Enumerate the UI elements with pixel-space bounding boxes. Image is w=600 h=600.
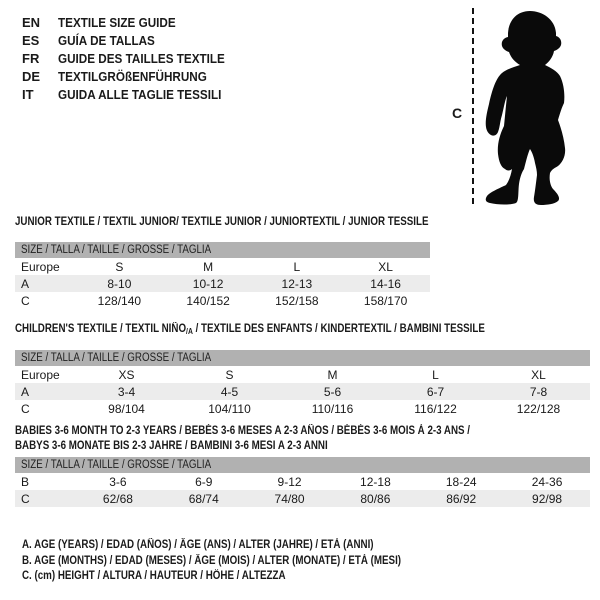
size-cell: L [293,259,301,274]
row-label: A [21,276,30,291]
size-cell: 7-8 [529,384,548,399]
junior-table-title: JUNIOR TEXTILE / TEXTIL JUNIOR/ TEXTILE JUNIOR / JUNIORTEXTIL / JUNIOR TESSILE [15,216,429,228]
size-cell: 122/128 [516,401,561,416]
language-code: ES [22,32,40,48]
table-row [15,292,430,309]
size-cell: 152/158 [275,293,319,308]
guide-title: GUIDE DES TAILLES TEXTILE [58,50,225,66]
children-table-title: CHILDREN'S TEXTILE / TEXTIL NIÑO/A / TEXTILE DES ENFANTS / KINDERTEXTIL / BAMBINI TESSILE [15,323,485,336]
row-label: B [21,474,30,489]
size-cell: 80/86 [360,491,391,506]
size-cell: XL [531,367,546,382]
height-measure-dashed-line [472,8,474,204]
gender-subscript: /A [186,327,193,336]
guide-title: GUIDA ALLE TAGLIE TESSILI [58,86,222,102]
size-cell: 128/140 [97,293,142,308]
children-size-table [15,323,590,417]
table-row [15,400,590,417]
guide-title: TEXTILE SIZE GUIDE [58,14,176,30]
size-cell: 4-5 [220,384,239,399]
size-cell: S [225,367,234,382]
babies-table-title-line2: BABYS 3-6 MONATE BIS 2-3 JAHRE / BAMBINI 3-6 MESI A 2-3 ANNI [15,440,328,452]
size-cell: 5-6 [323,384,342,399]
language-code: DE [22,68,41,84]
guide-title: TEXTILGRÖßENFÜHRUNG [58,68,207,84]
junior-size-table [15,216,430,309]
size-header-bar: SIZE / TALLA / TAILLE / GRÖSSE / TAGLIA [15,242,430,258]
row-label: A [21,384,30,399]
size-cell: 14-16 [370,276,401,291]
row-label: Europe [21,367,60,382]
note-height-cm: C. (cm) HEIGHT / ALTURA / HAUTEUR / HÖHE / ALTEZZA [22,570,286,582]
babies-size-table [15,424,590,507]
note-age-months: B. AGE (MONTHS) / EDAD (MESES) / ÂGE (MOIS) / ALTER (MONATE) / ETÀ (MESI) [22,554,402,567]
table-row [15,383,590,400]
language-row [22,31,243,49]
size-cell: 24-36 [531,474,563,489]
language-code: FR [22,50,40,66]
guide-title: GUÍA DE TALLAS [58,32,155,48]
size-cell: 74/80 [274,491,305,506]
size-cell: 110/116 [311,401,354,416]
language-row [22,13,243,31]
size-cell: 6-9 [195,474,213,489]
size-cell: L [432,367,439,382]
language-code: IT [22,86,34,102]
size-cell: M [203,259,214,274]
size-cell: 12-13 [281,276,313,291]
table-row [15,366,590,383]
size-cell: 98/104 [108,401,145,416]
size-cell: 8-10 [107,276,132,291]
row-label: C [21,401,30,416]
size-cell: 158/170 [363,293,408,308]
size-cell: XL [378,259,393,274]
size-cell: 18-24 [445,474,477,489]
size-header-bar: SIZE / TALLA / TAILLE / GRÖSSE / TAGLIA [15,350,590,366]
note-age-years: A. AGE (YEARS) / EDAD (AÑOS) / ÂGE (ANS) / ALTER (JAHRE) / ETÀ (ANNI) [22,539,374,551]
size-cell: 116/122 [414,401,457,416]
language-row [22,49,243,67]
size-cell: 104/110 [208,401,251,416]
size-cell: 86/92 [446,491,477,506]
size-cell: XS [118,367,135,382]
language-row [22,85,243,103]
table-row [15,490,590,507]
size-cell: 12-18 [360,474,391,489]
size-cell: 92/98 [532,491,563,506]
babies-table-title-line1: BABIES 3-6 MONTH TO 2-3 YEARS / BEBÉS 3-6 MESES A 2-3 AÑOS / BÉBÉS 3-6 MOIS À 2-3 ANS / [15,425,471,437]
size-cell: 9-12 [277,474,302,489]
size-cell: S [115,259,124,274]
size-cell: 62/68 [102,491,133,506]
height-measure-label: C [452,105,463,121]
row-label: C [21,293,30,308]
legend-notes [22,538,468,585]
table-row [15,275,430,292]
language-title-list [22,13,243,103]
size-header-bar: SIZE / TALLA / TAILLE / GRÖSSE / TAGLIA [15,457,590,473]
size-cell: 3-6 [109,474,127,489]
language-row [22,67,243,85]
row-label: C [21,491,30,506]
size-cell: 6-7 [426,384,445,399]
table-row [15,473,590,490]
size-cell: 68/74 [188,491,219,506]
row-label: Europe [21,259,60,274]
size-cell: 140/152 [186,293,230,308]
baby-silhouette-image [483,8,577,210]
size-cell: 3-4 [117,384,136,399]
size-cell: 10-12 [192,276,224,291]
language-code: EN [22,14,41,30]
table-row [15,258,430,275]
size-cell: M [327,367,338,382]
